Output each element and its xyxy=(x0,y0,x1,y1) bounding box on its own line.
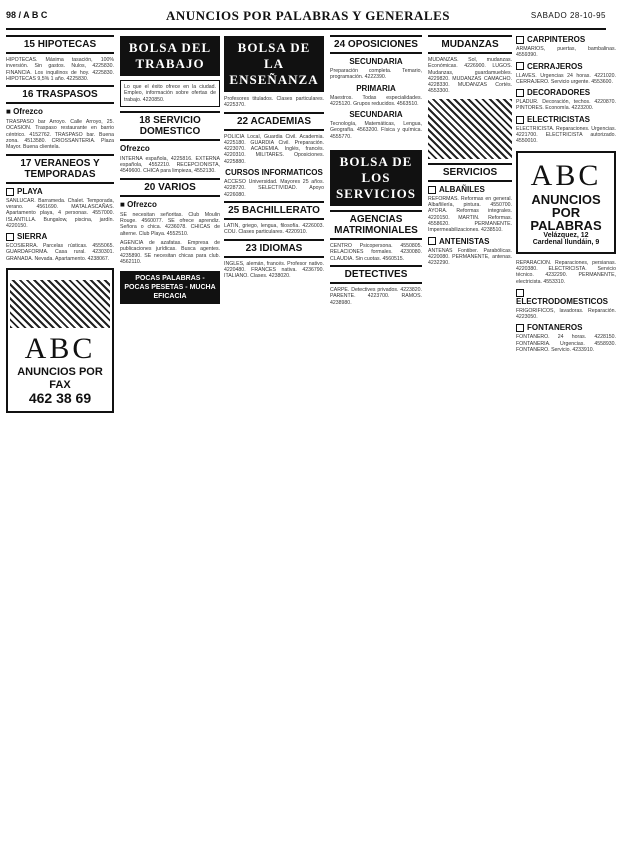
checkbox-icon xyxy=(516,289,524,297)
classified-text: REPARACION. Reparaciones, persianas. 4220380. ELECTRICISTA. Servicio técnico. 4232290. PERMANENTE, electricista. 4553310. xyxy=(516,259,616,285)
page-number: 98 / A B C xyxy=(6,10,48,20)
classified-text: INGLES, alemán, francés. Profesor nativo. 4220480. FRANCES nativa. 4236790. ITALIANO. Clases. 4238020. xyxy=(224,260,324,280)
section-traspasos: 16 TRASPASOS xyxy=(6,85,114,104)
bolsa-trabajo-banner: BOLSA DEL TRABAJO xyxy=(120,36,220,76)
bolsa-servicios-banner: BOLSA DE LOS SERVICIOS xyxy=(330,150,422,206)
section-agencias: AGENCIAS MATRIMONIALES xyxy=(330,210,422,240)
section-oposiciones: 24 OPOSICIONES xyxy=(330,35,422,54)
classified-text: Profesores titulados. Clases particulares. 4225370. xyxy=(224,96,324,109)
workers-illustration xyxy=(428,99,512,159)
offer-heading: ■ Ofrezco xyxy=(120,199,157,209)
checkbox-icon xyxy=(516,62,524,70)
classified-text: CARPE. Detectives privados. 4223820. PARENTE. 4223700. RAMOS. 4238980. xyxy=(330,286,422,306)
classified-text: ANTENAS Fontiber. Parabólicas. 4220080. PERMANENTE, antenas. 4232290. xyxy=(428,247,512,267)
classified-text: ACCESO Universidad. Mayores 25 años. 4228720. SELECTIVIDAD. Apoyo 4226080. xyxy=(224,179,324,198)
page-date: SABADO 28-10-95 xyxy=(530,11,606,20)
column-6 xyxy=(516,32,616,840)
ad-fax-number: 462 38 69 xyxy=(28,390,92,407)
subsection-antenistas: ANTENISTAS xyxy=(428,237,512,246)
subsection-secundaria-2: SECUNDARIA xyxy=(349,110,403,120)
classified-text: MUDANZAS. Sol, mudanzas. Económicas. 4226900. LUGOS. Mudanzas, guardamuebles. 4229820. MUDANZAS CAMACHO. 4228330. MUDANZAS Cortés. 4553300. xyxy=(428,57,512,95)
checkbox-icon xyxy=(6,233,14,241)
subsection-fontaneros: FONTANEROS xyxy=(516,323,616,332)
subsection-electrodomesticos: ELECTRODOMESTICOS xyxy=(516,288,616,306)
section-servicio-domestico: 18 SERVICIO DOMESTICO xyxy=(120,111,220,141)
checkbox-icon xyxy=(516,89,524,97)
checkbox-icon xyxy=(428,237,436,245)
classified-text: POLICIA Local, Guardia Civil. Academia. 4225180. GUARDIA Civil. Preparación. 4223070. ACADEMIA. Inglés, francés. 4220310. MILITARES. Oposiciones. 4225880. xyxy=(224,133,324,165)
classified-text: FRIGORIFICOS, lavadoras. Reparación. 4223050. xyxy=(516,307,616,321)
section-detectives: DETECTIVES xyxy=(330,265,422,284)
subsection-sierra: SIERRA xyxy=(6,232,114,241)
ad-line-3: PALABRAS xyxy=(530,217,602,233)
offer-heading: ■ Ofrezco xyxy=(6,107,43,117)
classified-text: PLADUR. Decoración, techos. 4220870. PINTORES. Economía. 4223200. xyxy=(516,99,616,112)
classified-text: CENTRO Psicopersona. 4550805. RELACIONES formales. 4230080. CLAUDIA. Sin cuotas. 4560515. xyxy=(330,243,422,262)
column-5 xyxy=(428,32,512,840)
section-servicios: SERVICIOS xyxy=(428,163,512,182)
ad-line-1: ANUNCIOS xyxy=(531,191,601,207)
abc-logo: ABC xyxy=(24,332,96,366)
classified-text: ARMARIOS, puertas, bambalinas. 4559390. xyxy=(516,46,616,59)
subsection-carpinteros: CARPINTEROS xyxy=(516,35,616,44)
subsection-decoradores: DECORADORES xyxy=(516,88,616,97)
fax-advertisement xyxy=(6,268,114,413)
classified-text: ECOSIERRA. Parcelas rústicas. 4555065. GUARDAFORMA. Casa rural. 4230301. GRANADA. Nevada. Apartamento. 4238067. xyxy=(6,243,114,262)
classified-text: INTERNA española, 4225816. EXTERNA española, 4552210. RECEPCIONISTA, 4549600. CHICA para limpieza, 4552130. xyxy=(120,155,220,175)
subsection-electricistas: ELECTRICISTAS xyxy=(516,115,616,124)
promo-banner: POCAS PALABRAS - POCAS PESETAS - MUCHA EFICACIA xyxy=(120,271,220,304)
checkbox-icon xyxy=(516,324,524,332)
offer-heading: Ofrezco xyxy=(120,143,150,153)
checkbox-icon xyxy=(6,188,14,196)
ad-address-1: Velázquez, 12 xyxy=(543,231,589,239)
classified-text: SANLUCAR. Barrameda. Chalet. Temporada, verano. 4561690. MATALASCAÑAS. Apartamento playa, 4 personas. 4557000. ISLANTILLA. Bungalow, piscina, jardín. 4220150. xyxy=(6,197,114,229)
section-idiomas: 23 IDIOMAS xyxy=(224,239,324,258)
ad-headline: ANUNCIOS POR FAX xyxy=(17,366,103,392)
column-2 xyxy=(120,32,220,840)
section-varios: 20 VARIOS xyxy=(120,178,220,197)
subsection-albaniles: ALBAÑILES xyxy=(428,185,512,194)
people-illustration xyxy=(10,280,110,328)
classified-text: FONTANERO. 24 horas. 4228150. FONTANERIA. Urgencias. 4558930. FONTANERO. Servicio. 4233910. xyxy=(516,334,616,354)
section-veraneos: 17 VERANEOS Y TEMPORADAS xyxy=(6,154,114,184)
page-title: ANUNCIOS POR PALABRAS Y GENERALES xyxy=(166,8,450,23)
section-academias: 22 ACADEMIAS xyxy=(224,112,324,131)
ad-line-2: POR xyxy=(551,204,581,220)
subsection-playa: PLAYA xyxy=(6,187,114,196)
classified-text: HIPOTECAS. Máxima tasación, 100% inversión. Sin gastos. Nulos, 4225830. FINANCIA. Los inquilinos de hoy. 4225830. HIPOTECAS 9,5% 1 año. 4225830. xyxy=(6,57,114,82)
classified-text: AGENCIA de azafatas. Empresa de publicaciones jurídicas. Busca agentes. 4235890. SE necesitan chicas para club. 4562110. xyxy=(120,239,220,265)
column-3 xyxy=(224,32,324,840)
subsection-cursos: CURSOS INFORMATICOS xyxy=(225,168,323,178)
checkbox-icon xyxy=(516,36,524,44)
ad-address-2: Cardenal Ilundáin, 9 xyxy=(532,238,600,246)
abc-anuncios-advertisement xyxy=(516,151,616,254)
classified-text: SE necesitan señoritas. Club Moulin Rouge. 4560077. SE ofrece aprendiz. Señora o chica. 4236078. CHICAS de alterne. Club Playa. 4552510. xyxy=(120,211,220,237)
classified-text: ELECTRICISTA. Reparaciones. Urgencias. 4221700. ELECTRICISTA autorizado. 4550010. xyxy=(516,125,616,145)
classified-text: Maestros. Todas especialidades. 4225120. Grupos reducidos. 4563510. xyxy=(330,94,422,107)
abc-logo: ABC xyxy=(530,158,602,192)
subsection-cerrajeros: CERRAJEROS xyxy=(516,62,616,71)
section-mudanzas: MUDANZAS xyxy=(428,35,512,54)
checkbox-icon xyxy=(428,186,436,194)
classified-text: Tecnología, Matemáticas, Lengua, Geografía. 4563200. Física y química. 4555770. xyxy=(330,121,422,140)
page-header xyxy=(6,6,606,30)
bolsa-trabajo-text: Lo que el éxito ofrece en la ciudad. Empleo, información sobre ofertas de trabajo. 4220850. xyxy=(120,80,220,107)
bolsa-ensenanza-banner: BOLSA DE LA ENSEÑANZA xyxy=(224,36,324,92)
subsection-primaria: PRIMARIA xyxy=(356,83,396,93)
classified-text: TRASPASO bar Arroyo. Calle Arroyo, 25. OCASION. Traspaso restaurante en barrio céntrico. 4152762. TRASPASO bar. Buena zona. 4513580. CRIOSSANTERIA. Plaza Mayor. Buena clientela. xyxy=(6,119,114,151)
section-bachillerato: 25 BACHILLERATO xyxy=(224,201,324,220)
column-4 xyxy=(330,32,422,840)
column-1 xyxy=(6,32,114,840)
classified-text: LLAVES. Urgencias 24 horas. 4221020. CERRAJERO. Servicio urgente. 4553600. xyxy=(516,72,616,85)
section-hipotecas: 15 HIPOTECAS xyxy=(6,35,114,54)
classified-text: LATIN, griego, lengua, filosofía. 4226003. COU. Clases particulares. 4220910. xyxy=(224,222,324,236)
subsection-secundaria: SECUNDARIA xyxy=(349,57,403,66)
classified-text: REFORMAS. Reformas en general. Albañilería, pintura. 4550700. AYORA. Reformas integrales. 4220150. MARTIN. Reformas. 4558620. PERMANENTE. Impermeabilizaciones. 4238510. xyxy=(428,195,512,234)
checkbox-icon xyxy=(516,116,524,124)
classified-text: Preparación completa. Temario, programación. 4222390. xyxy=(330,68,422,81)
